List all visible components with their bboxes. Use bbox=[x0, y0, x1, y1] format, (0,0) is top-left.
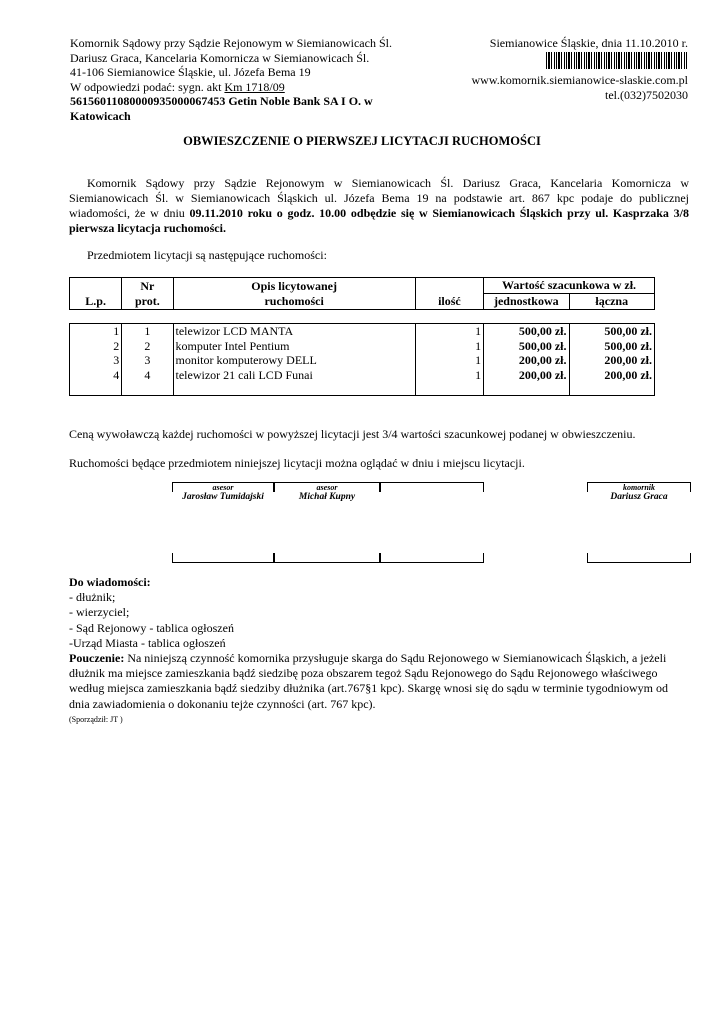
signature-line-blank bbox=[380, 553, 484, 563]
col-nr-bottom: prot. bbox=[122, 294, 173, 310]
cell-nr: 2 bbox=[122, 339, 173, 354]
list-item: - dłużnik; bbox=[69, 590, 116, 605]
items-intro: Przedmiotem licytacji są następujące ruchomości: bbox=[87, 248, 327, 262]
asesor-2-label: asesor bbox=[316, 483, 338, 492]
table-row bbox=[70, 324, 655, 339]
cell-ilosc: 1 bbox=[415, 324, 483, 339]
cell-nr: 1 bbox=[122, 324, 173, 339]
instruction-label: Pouczenie: bbox=[69, 651, 125, 666]
col-opis-top: Opis licytowanej bbox=[173, 278, 415, 294]
table-row bbox=[70, 368, 655, 396]
col-ilosc: ilość bbox=[415, 278, 483, 310]
intro-auction-details: 09.11.2010 roku o godz. 10.00 odbędzie się w Siemianowicach Śląskich przy ul. Kasprzaka 3/8 pierwsza licytacja ruchomości. bbox=[69, 206, 689, 235]
intro-paragraph bbox=[69, 176, 689, 236]
signature-line-asesor-2 bbox=[274, 553, 380, 563]
sender-block bbox=[70, 36, 410, 124]
cell-lp: 1 bbox=[70, 324, 122, 339]
bank-account-line-1: 56156011080000935000067453 Getin Noble Bank SA I O. w bbox=[70, 94, 373, 109]
komornik-name: Dariusz Graca bbox=[610, 492, 668, 502]
prepared-by: (Sporządził: JT ) bbox=[69, 714, 123, 724]
cell-laczna: 500,00 zł. bbox=[569, 324, 654, 339]
signature-box-komornik bbox=[587, 482, 691, 502]
cell-laczna: 200,00 zł. bbox=[569, 368, 654, 396]
table-row bbox=[70, 339, 655, 354]
case-reference-prefix: W odpowiedzi podać: sygn. akt bbox=[70, 79, 225, 94]
price-note: Ceną wywoławczą każdej ruchomości w powyższej licytacji jest 3/4 wartości szacunkowej podanej w obwieszczeniu. bbox=[69, 427, 636, 441]
cell-ilosc: 1 bbox=[415, 353, 483, 368]
asesor-2-name: Michał Kupny bbox=[298, 492, 356, 502]
cell-lp: 3 bbox=[70, 353, 122, 368]
cell-jednostkowa: 500,00 zł. bbox=[484, 339, 569, 354]
signature-box-asesor-2 bbox=[274, 482, 380, 502]
cell-nr: 3 bbox=[122, 353, 173, 368]
cell-ilosc: 1 bbox=[415, 368, 483, 396]
table-row bbox=[70, 353, 655, 368]
signature-line-komornik bbox=[587, 553, 691, 563]
phone: tel.(032)7502030 bbox=[605, 87, 688, 102]
bank-account-line-2: Katowicach bbox=[70, 108, 131, 123]
cell-opis: telewizor LCD MANTA bbox=[173, 324, 415, 339]
komornik-label: komornik bbox=[622, 483, 655, 492]
list-item: -Urząd Miasta - tablica ogłoszeń bbox=[69, 635, 226, 650]
instruction-text: Na niniejszą czynność komornika przysługuje skarga do Sądu Rejonowego w Siemianowicach Śląskich, a jeżeli dłużnik ma miejsce zamieszkania bądź siedzibę poza obszarem tegoż Sądu Rejonowego do Sądu Rejonowego właściwego według miejsca zamieszkania bądź siedziby dłużnika (art.767§1 kpc). Skargę wnosi się do sądu w terminie tygodniowym od dnia zawiadomienia o dokonaniu tejże czynności (art. 767 kpc). bbox=[69, 651, 668, 711]
place-date: Siemianowice Śląskie, dnia 11.10.2010 r. bbox=[489, 36, 688, 50]
case-reference bbox=[70, 80, 410, 95]
signature-line-asesor-1 bbox=[172, 553, 274, 563]
intro-text: Komornik Sądowy przy Sądzie Rejonowym w Siemianowicach Śl. Dariusz Graca, Kancelaria Komornicza w Siemianowicach Śl. w Siemianowicach Śląskich ul. Józefa Bema 19 na podstawie art. 867 kpc podaje do publicznej wiadomości, że w dniu bbox=[69, 176, 689, 220]
table-header bbox=[69, 277, 655, 310]
document-title: OBWIESZCZENIE O PIERWSZEJ LICYTACJI RUCHOMOŚCI bbox=[183, 134, 541, 148]
items-table bbox=[69, 323, 655, 396]
cell-jednostkowa: 200,00 zł. bbox=[484, 353, 569, 368]
distribution-heading: Do wiadomości: bbox=[69, 575, 151, 589]
sender-line-2: Dariusz Graca, Kancelaria Komornicza w Siemianowicach Śl. bbox=[70, 50, 370, 65]
cell-jednostkowa: 500,00 zł. bbox=[484, 324, 569, 339]
viewing-note: Ruchomości będące przedmiotem niniejszej licytacji można oglądać w dniu i miejscu licytacji. bbox=[69, 456, 525, 470]
cell-lp: 4 bbox=[70, 368, 122, 396]
col-opis-bottom: ruchomości bbox=[173, 294, 415, 310]
cell-ilosc: 1 bbox=[415, 339, 483, 354]
cell-opis: monitor komputerowy DELL bbox=[173, 353, 415, 368]
sender-line-1: Komornik Sądowy przy Sądzie Rejonowym w Siemianowicach Śl. bbox=[70, 36, 392, 50]
signature-box-asesor-1 bbox=[172, 482, 274, 502]
cell-nr: 4 bbox=[122, 368, 173, 396]
cell-laczna: 200,00 zł. bbox=[569, 353, 654, 368]
col-wartosc: Wartość szacunkowa w zł. bbox=[484, 278, 655, 294]
col-laczna: łączna bbox=[569, 294, 654, 310]
cell-lp: 2 bbox=[70, 339, 122, 354]
cell-laczna: 500,00 zł. bbox=[569, 339, 654, 354]
instruction-paragraph bbox=[69, 651, 677, 712]
list-item: - Sąd Rejonowy - tablica ogłoszeń bbox=[69, 620, 234, 635]
cell-opis: komputer Intel Pentium bbox=[173, 339, 415, 354]
list-item: - wierzyciel; bbox=[69, 605, 130, 620]
cell-jednostkowa: 200,00 zł. bbox=[484, 368, 569, 396]
col-jednostkowa: jednostkowa bbox=[484, 294, 569, 310]
barcode-icon bbox=[546, 52, 688, 69]
distribution-section bbox=[69, 575, 689, 727]
website: www.komornik.siemianowice-slaskie.com.pl bbox=[471, 73, 688, 88]
cell-opis: telewizor 21 cali LCD Funai bbox=[173, 368, 415, 396]
date-contact-block bbox=[471, 36, 688, 102]
asesor-1-name: Jarosław Tumidajski bbox=[182, 492, 264, 502]
col-nr-top: Nr bbox=[122, 278, 173, 294]
sender-line-3: 41-106 Siemianowice Śląskie, ul. Józefa Bema 19 bbox=[70, 65, 311, 80]
case-number: Km 1718/09 bbox=[224, 79, 285, 94]
signature-box-blank bbox=[380, 482, 484, 492]
asesor-1-label: asesor bbox=[212, 483, 234, 492]
col-lp: L.p. bbox=[70, 278, 122, 310]
